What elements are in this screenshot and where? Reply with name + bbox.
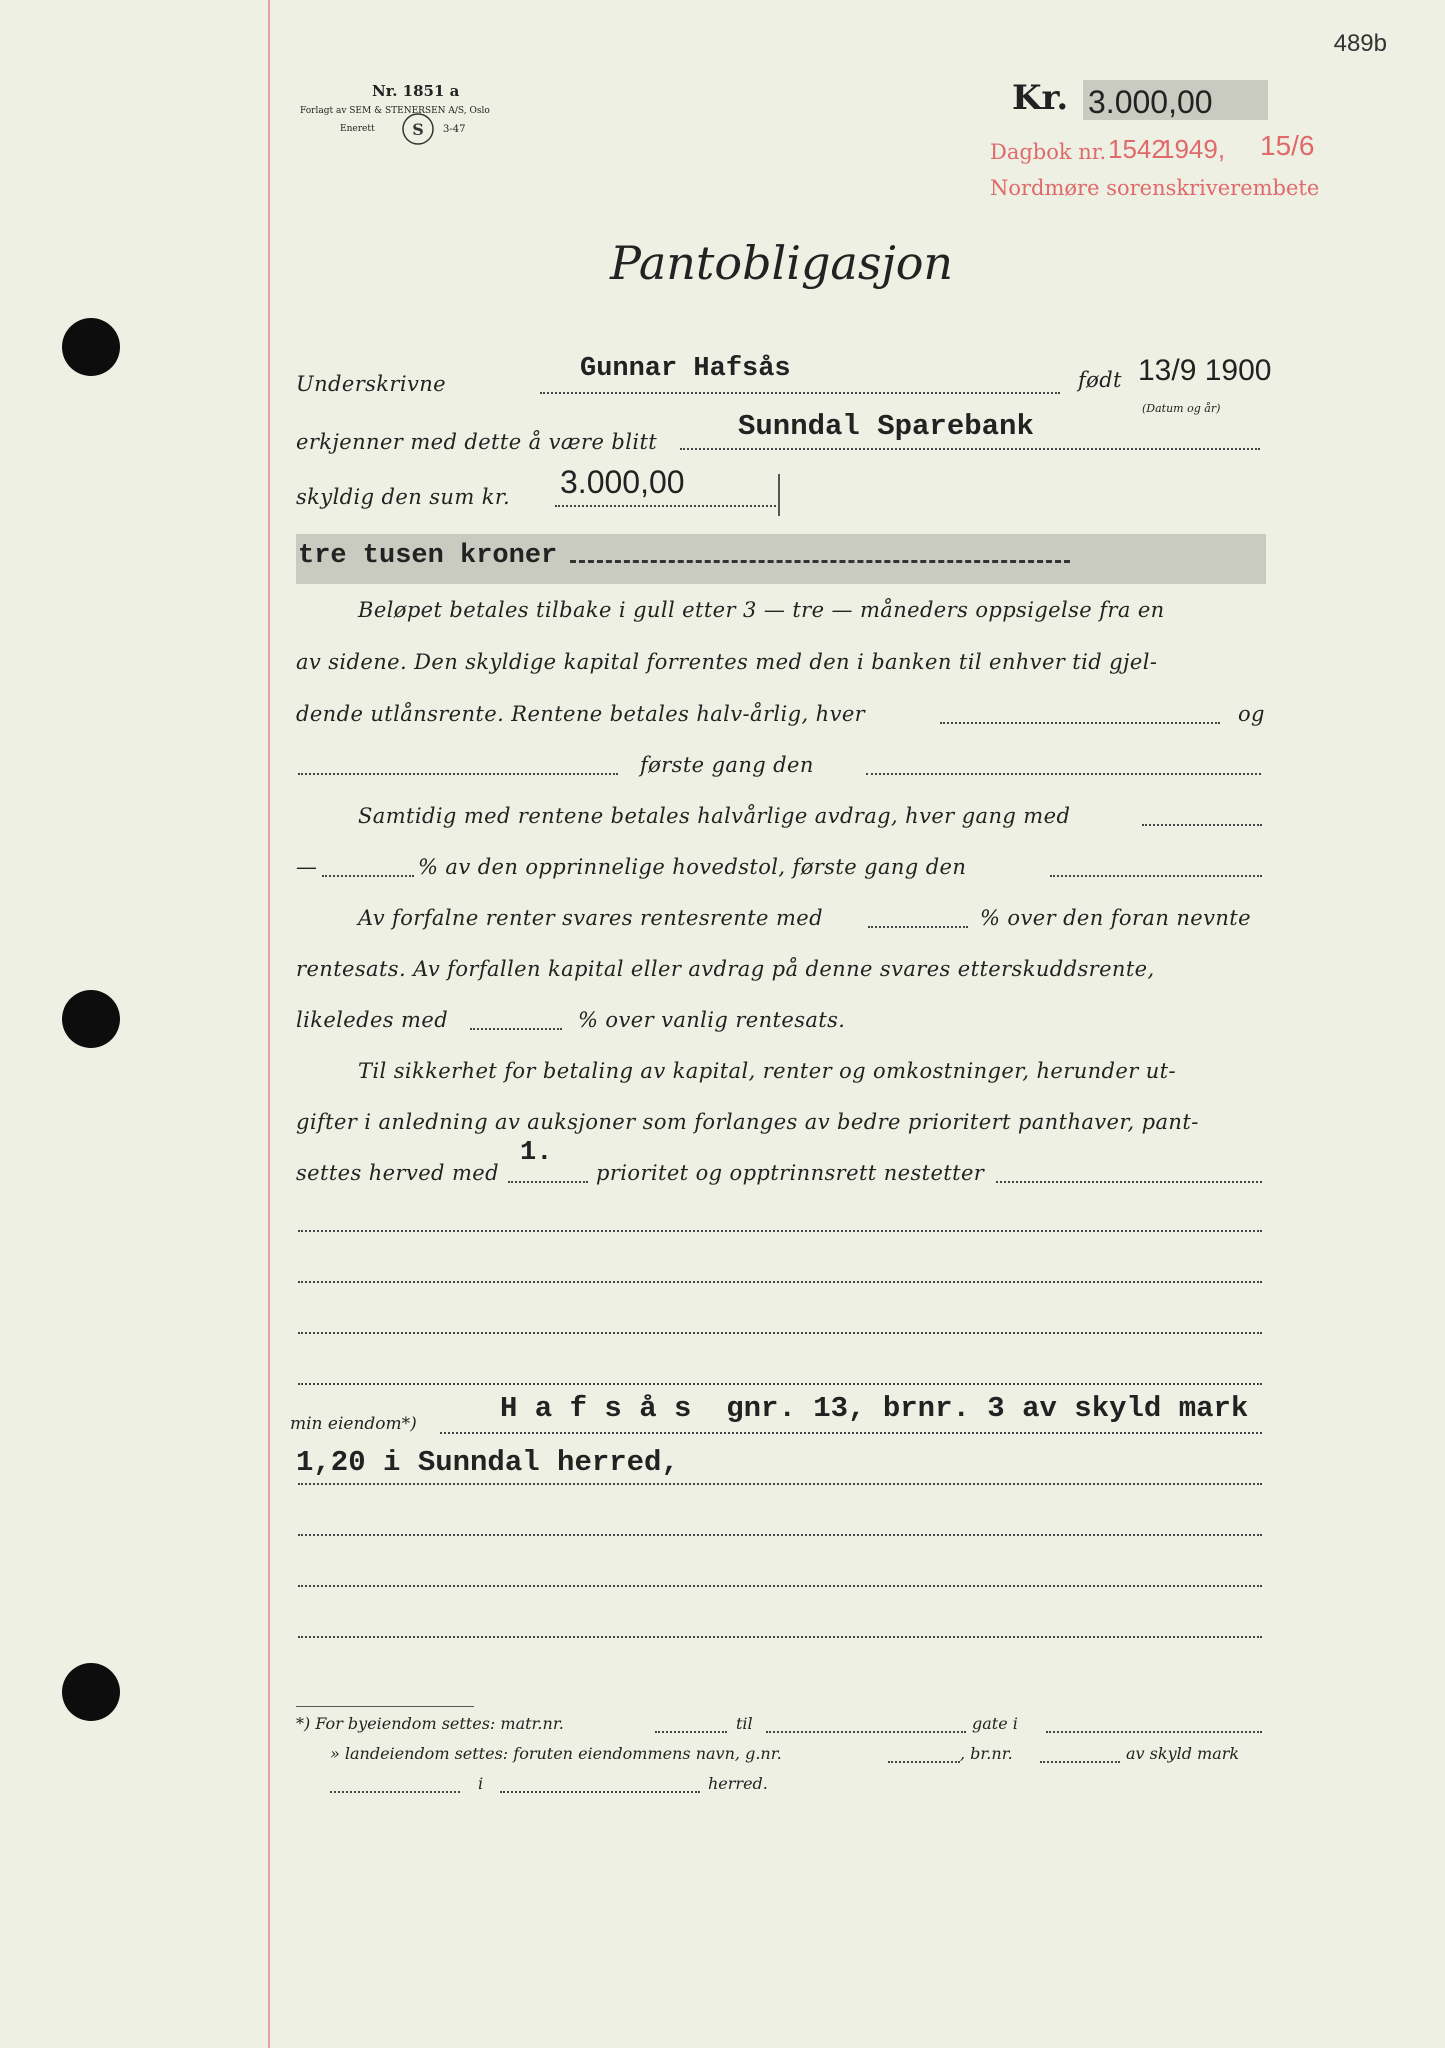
footnote-line2-brnr: , br.nr. [960, 1744, 1013, 1763]
property-blank-2 [298, 1585, 1262, 1587]
undersigned-line [540, 392, 1060, 394]
publisher-seal [401, 112, 435, 146]
blank-line-4 [298, 1383, 1262, 1385]
blank-line-2 [298, 1281, 1262, 1283]
footnote-line1-gate: gate i [972, 1714, 1018, 1733]
sum-words-dashes [570, 560, 1070, 563]
form-number: Nr. 1851 a [372, 82, 460, 100]
sum-line [555, 505, 780, 507]
born-value: 13/9 1900 [1138, 354, 1272, 387]
document-title: Pantobligasjon [610, 236, 954, 290]
footnote-line2: » landeiendom settes: foruten eiendommens navn, g.nr. [330, 1744, 782, 1763]
sum-line-end [778, 474, 780, 516]
footnote-brnr-dots [1040, 1761, 1120, 1763]
installment-line [1142, 824, 1262, 826]
sum-words: tre tusen kroner [298, 541, 558, 571]
undersigned-value: Gunnar Hafsås [580, 354, 791, 384]
interest-date-line1 [940, 722, 1220, 724]
publisher: Forlagt av SEM & STENERSEN A/S, Oslo [300, 106, 490, 116]
paragraph1-line2: av sidene. Den skyldige kapital forrentes med den i banken til enhver tid gjel- [296, 650, 1158, 674]
form-date: 3-47 [443, 124, 466, 135]
paragraph1-line3: dende utlånsrente. Rentene betales halv-årlig, hver [296, 702, 866, 726]
paragraph3-line3: likeledes med [296, 1008, 449, 1032]
paragraph1-line4: første gang den [640, 753, 814, 777]
property-line1: H a f s å s gnr. 13, brnr. 3 av skyld mark [500, 1392, 1249, 1425]
paragraph2-dash: — [296, 855, 318, 879]
paragraph2-line2: % av den opprinnelige hovedstol, første gang den [418, 855, 967, 879]
overdue-rate-line [470, 1028, 562, 1030]
creditor-value: Sunndal Sparebank [738, 410, 1034, 443]
punch-hole-middle [62, 990, 120, 1048]
footnote-line3-i: i [478, 1774, 484, 1793]
paragraph4-line2: gifter i anledning av auksjoner som forlanges av bedre prioritert panthaver, pant- [296, 1110, 1199, 1134]
paragraph2-line1: Samtidig med rentene betales halvårlige avdrag, hver gang med [358, 804, 1071, 828]
sum-value: 3.000,00 [560, 464, 685, 500]
red-margin-line [268, 0, 270, 2048]
born-label: født [1078, 368, 1122, 392]
property-line2: 1,20 i Sunndal herred, [296, 1446, 679, 1479]
office-stamp: Nordmøre sorenskriverembete [990, 176, 1320, 200]
paragraph3-line1: Av forfalne renter svares rentesrente med [358, 906, 823, 930]
enerett-label: Enerett [340, 124, 375, 134]
footnote-matr-dots [655, 1731, 727, 1733]
paragraph1-line1: Beløpet betales tilbake i gull etter 3 — tre — måneders oppsigelse fra en [358, 598, 1165, 622]
amount-value: 3.000,00 [1088, 84, 1213, 120]
paragraph3-line3b: % over vanlig rentesats. [578, 1008, 846, 1032]
punch-hole-top [62, 318, 120, 376]
dagbok-label: Dagbok nr. [990, 140, 1107, 164]
interest-date-line2 [298, 773, 618, 775]
footnote-gnr-dots [888, 1761, 960, 1763]
punch-hole-bottom [62, 1663, 120, 1721]
blank-line-1 [298, 1230, 1262, 1232]
property-line2-dots [298, 1483, 1262, 1485]
blank-line-3 [298, 1332, 1262, 1334]
property-line1-dots [440, 1432, 1262, 1434]
installment-date-line [1050, 875, 1262, 877]
born-hint: (Datum og år) [1142, 402, 1221, 415]
paragraph4-line3b: prioritet og opptrinnsrett nestetter [596, 1161, 985, 1185]
property-blank-1 [298, 1534, 1262, 1536]
footnote-line1: *) For byeiendom settes: matr.nr. [296, 1714, 564, 1733]
property-label: min eiendom*) [290, 1414, 417, 1434]
priority-value: 1. [520, 1138, 553, 1168]
paragraph1-og: og [1238, 702, 1265, 726]
footnote-line3-herred: herred. [708, 1774, 768, 1793]
footnote-line2-skyld: av skyld mark [1126, 1744, 1240, 1763]
compound-rate-line [868, 926, 968, 928]
sum-label: skyldig den sum kr. [296, 485, 511, 509]
creditor-label: erkjenner med dette å være blitt [296, 430, 658, 454]
dagbok-date: 15/6 [1260, 130, 1315, 161]
amount-label: Kr. [1012, 78, 1069, 118]
priority-line [508, 1181, 588, 1183]
paragraph4-line1: Til sikkerhet for betaling av kapital, renter og omkostninger, herunder ut- [358, 1059, 1176, 1083]
paragraph3-line2: rentesats. Av forfallen kapital eller avdrag på denne svares etterskuddsrente, [296, 957, 1155, 981]
footnote-line1-til: til [736, 1714, 753, 1733]
creditor-line [680, 448, 1260, 450]
footnote-herred-dots [500, 1791, 700, 1793]
dagbok-year: 1949, [1160, 134, 1226, 164]
undersigned-label: Underskrivne [296, 372, 447, 396]
svg-text:S: S [412, 120, 424, 139]
dagbok-number: 1542 [1108, 134, 1166, 164]
footnote-rule [296, 1706, 474, 1707]
paragraph4-line3: settes herved med [296, 1161, 499, 1185]
paragraph3-line1b: % over den foran nevnte [980, 906, 1251, 930]
first-date-line [866, 773, 1261, 775]
property-blank-3 [298, 1636, 1262, 1638]
footnote-gate-dots [1046, 1731, 1262, 1733]
after-priority-line [996, 1181, 1262, 1183]
footnote-name-dots [330, 1791, 460, 1793]
page-number: 489b [1333, 30, 1387, 57]
installment-percent-line [322, 875, 414, 877]
footnote-til-dots [766, 1731, 966, 1733]
